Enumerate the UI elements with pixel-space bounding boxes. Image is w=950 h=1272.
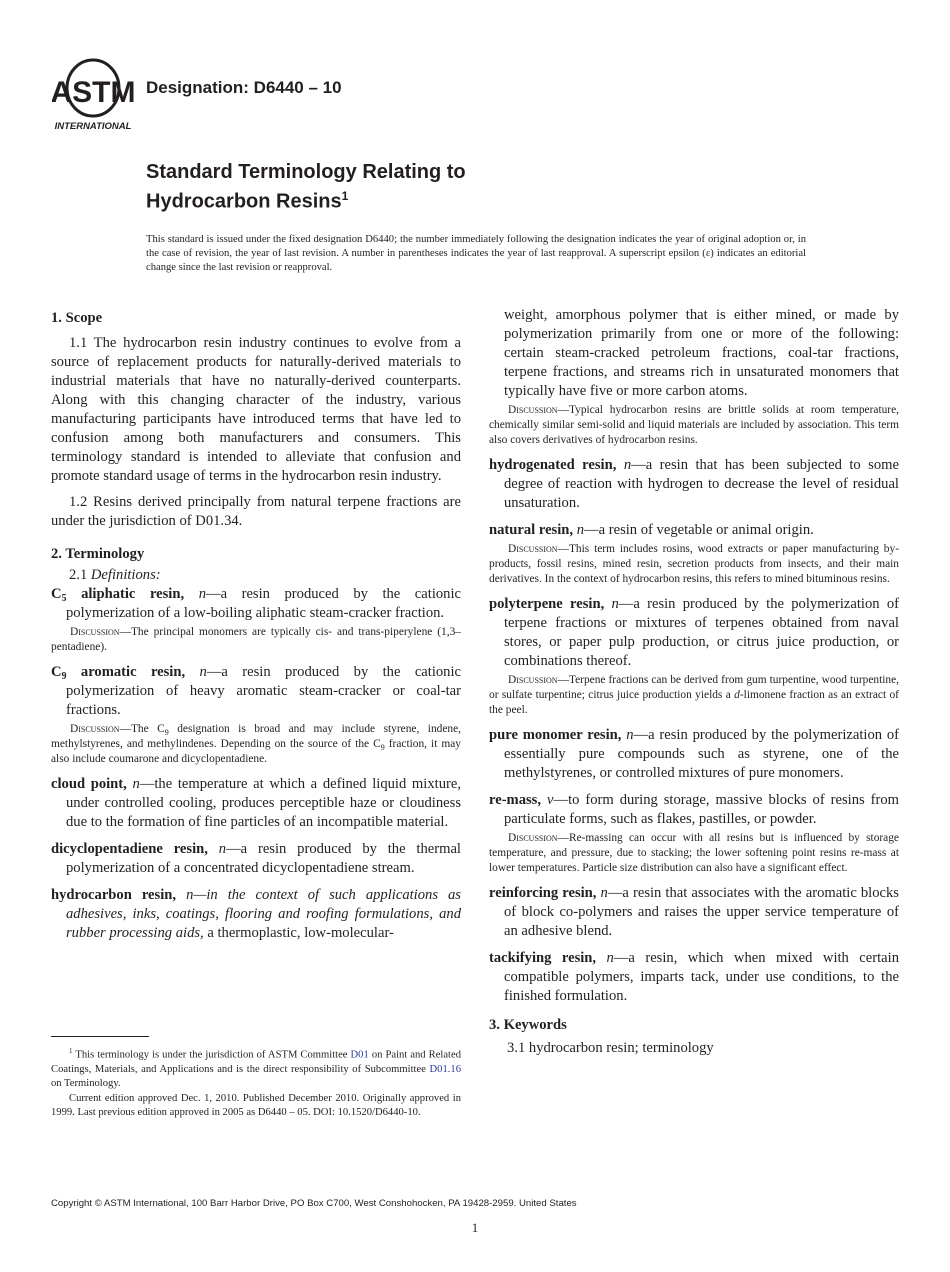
discussion-natural: Discussion—This term includes rosins, wood extracts or paper manufacturing by-products, fossil resins, mined resin, secretion products from insects, and their main derivatives. In the context of hydrocarbon resins, this refers to mined bituminous resins.: [489, 543, 899, 585]
keywords-heading: 3. Keywords: [489, 1017, 567, 1033]
designation: Designation: D6440 – 10: [146, 78, 342, 97]
copyright: Copyright © ASTM International, 100 Barr Harbor Drive, PO Box C700, West Conshohocken, PA 19428-2959. United States: [51, 1198, 577, 1209]
footnote-1: $^1$ This terminology is under the jurisdiction of ASTM Committee D01 on Paint and Related Coatings, Materials, and Applications and is the direct responsibility of Subcommittee D01.16 on Terminology.: [51, 1047, 461, 1090]
definition-cloud-point: cloud point, n—the temperature at which a defined liquid mixture, under controlled cooling, produces perceptible haze or cloudiness due to the formation of fine particles of an incompatible material.: [51, 776, 461, 830]
discussion-c9: Discussion—The $C_9$ designation is broad and may include styrene, indene, methylstyrenes, and methylindenes. Depending on the source of the $C_9$ fraction, it may also include coumarone and dicyclopentadiene.: [51, 723, 461, 765]
discussion-c5: Discussion—The principal monomers are typically cis- and trans-piperylene (1,3–pentadiene).: [51, 626, 461, 653]
definition-reinforcing-resin: reinforcing resin, n—a resin that associates with the aromatic blocks of block co-polymers and raises the upper service temperature of an adhesive blend.: [489, 885, 899, 939]
scope-paragraph-2: 1.2 Resins derived principally from natural terpene fractions are under the jurisdiction of D01.34.: [51, 494, 461, 529]
left-column: [51, 309, 461, 943]
definition-polyterpene-resin: polyterpene resin, n—a resin produced by the polymerization of terpene fractions or mixtures of terpenes obtained from naval stores, or paper pulp production, or citrus juice production, or combinations thereof.: [489, 596, 899, 669]
definition-c5-aliphatic-resin: $C_5$ aliphatic resin, n—a resin produced by the cationic polymerization of a low-boiling aliphatic steam-cracker fraction.: [51, 586, 462, 621]
keywords-text: 3.1 hydrocarbon resin; terminology: [507, 1040, 714, 1056]
scope-paragraph-1: 1.1 The hydrocarbon resin industry continues to evolve from a source of replacement products for naturally-derived materials to industrial materials that have no naturally-derived counterparts. Along with this changing character of the industry, various manufacturing participants have introduced terms that have led to confusion among both manufacturers and consumers. This terminology standard is intended to alleviate that confusion and promote standard usage of terms in the hydrocarbon resin industry.: [51, 335, 461, 484]
definition-tackifying-resin: tackifying resin, n—a resin, which when mixed with certain compatible polymers, imparts tack, under use conditions, to the finished formulation.: [489, 950, 899, 1004]
definitions-subheading: 2.1 Definitions:: [69, 567, 161, 583]
title-line-1: Standard Terminology Relating to: [146, 161, 466, 183]
svg-text:INTERNATIONAL: INTERNATIONAL: [54, 121, 132, 132]
definition-hydrogenated-resin: hydrogenated resin, n—a resin that has been subjected to some degree of reaction with hydrogen to decrease the level of residual unsaturation.: [489, 457, 899, 511]
svg-text:ASTM: ASTM: [52, 76, 134, 109]
discussion-hydrocarbon: Discussion—Typical hydrocarbon resins are brittle solids at room temperature, chemically similar semi-solid and liquid materials are included by association. This term also covers derivatives of hydrocarbon resins.: [489, 404, 899, 446]
terminology-heading: 2. Terminology: [51, 546, 145, 562]
footnotes: [51, 1044, 461, 1121]
definition-hydrocarbon-resin: hydrocarbon resin, n—in the context of such applications as adhesives, inks, coatings, flooring and roofing formulations, and rubber processing aids, a thermoplastic, low-molecular-: [51, 887, 461, 941]
page-title: [146, 160, 466, 214]
definition-re-mass: re-mass, v—to form during storage, massive blocks of resins from particulate forms, such as flakes, pastilles, or powder.: [489, 792, 899, 827]
discussion-re-mass: Discussion—Re-massing can occur with all resins but is influenced by storage temperature, and pressure, due to stacking; the lower softening point resins re-mass at lower temperatures. Particle size distribution can also have a significant effect.: [489, 832, 899, 874]
page-number: 1: [471, 1220, 479, 1235]
title-line-2: Hydrocarbon Resins: [146, 190, 342, 213]
definition-hydrocarbon-resin-continued: weight, amorphous polymer that is either mined, or made by polymerization primarily from one or more of the following: certain steam-cracked petroleum fractions, coal-tar fractions, terpene fractions, and streams rich in unsaturated monomers that typically have five or more carbon atoms.: [504, 307, 899, 399]
astm-logo: [52, 58, 134, 132]
definition-dicyclopentadiene-resin: dicyclopentadiene resin, n—a resin produced by the thermal polymerization of a concentrated dicyclopentadiene stream.: [51, 841, 461, 876]
definition-pure-monomer-resin: pure monomer resin, n—a resin produced by the polymerization of essentially pure compounds such as styrene, one of the methylstyrenes, or controlled mixtures of pure monomers.: [489, 727, 900, 781]
discussion-polyterpene: Discussion—Terpene fractions can be derived from gum turpentine, wood turpentine, or sulfate turpentine; citrus juice production yields a d-limonene fraction as an extract of the peel.: [489, 674, 899, 716]
footnote-edition: Current edition approved Dec. 1, 2010. Published December 2010. Originally approved in 1999. Last previous edition approved in 2005 as D6440 – 05. DOI: 10.1520/D6440-10.: [51, 1092, 461, 1119]
definition-c9-aromatic-resin: $C_9$ aromatic resin, n—a resin produced by the cationic polymerization of heavy aromatic steam-cracker or coal-tar fractions.: [51, 664, 462, 718]
footnote-divider: [51, 1036, 149, 1037]
intro-note: This standard is issued under the fixed designation D6440; the number immediately following the designation indicates the year of original adoption or, in the case of revision, the year of last revision. A number in parentheses indicates the year of last reapproval. A superscript epsilon (ε) indicates an editorial change since the last revision or reapproval.: [146, 234, 806, 273]
link-d01[interactable]: D01: [350, 1049, 369, 1061]
title-footnote-ref[interactable]: 1: [341, 189, 349, 203]
right-column: [489, 306, 899, 1058]
scope-heading: 1. Scope: [51, 310, 103, 326]
definition-natural-resin: natural resin, n—a resin of vegetable or animal origin.: [489, 522, 814, 538]
link-d01-16[interactable]: D01.16: [429, 1063, 461, 1075]
